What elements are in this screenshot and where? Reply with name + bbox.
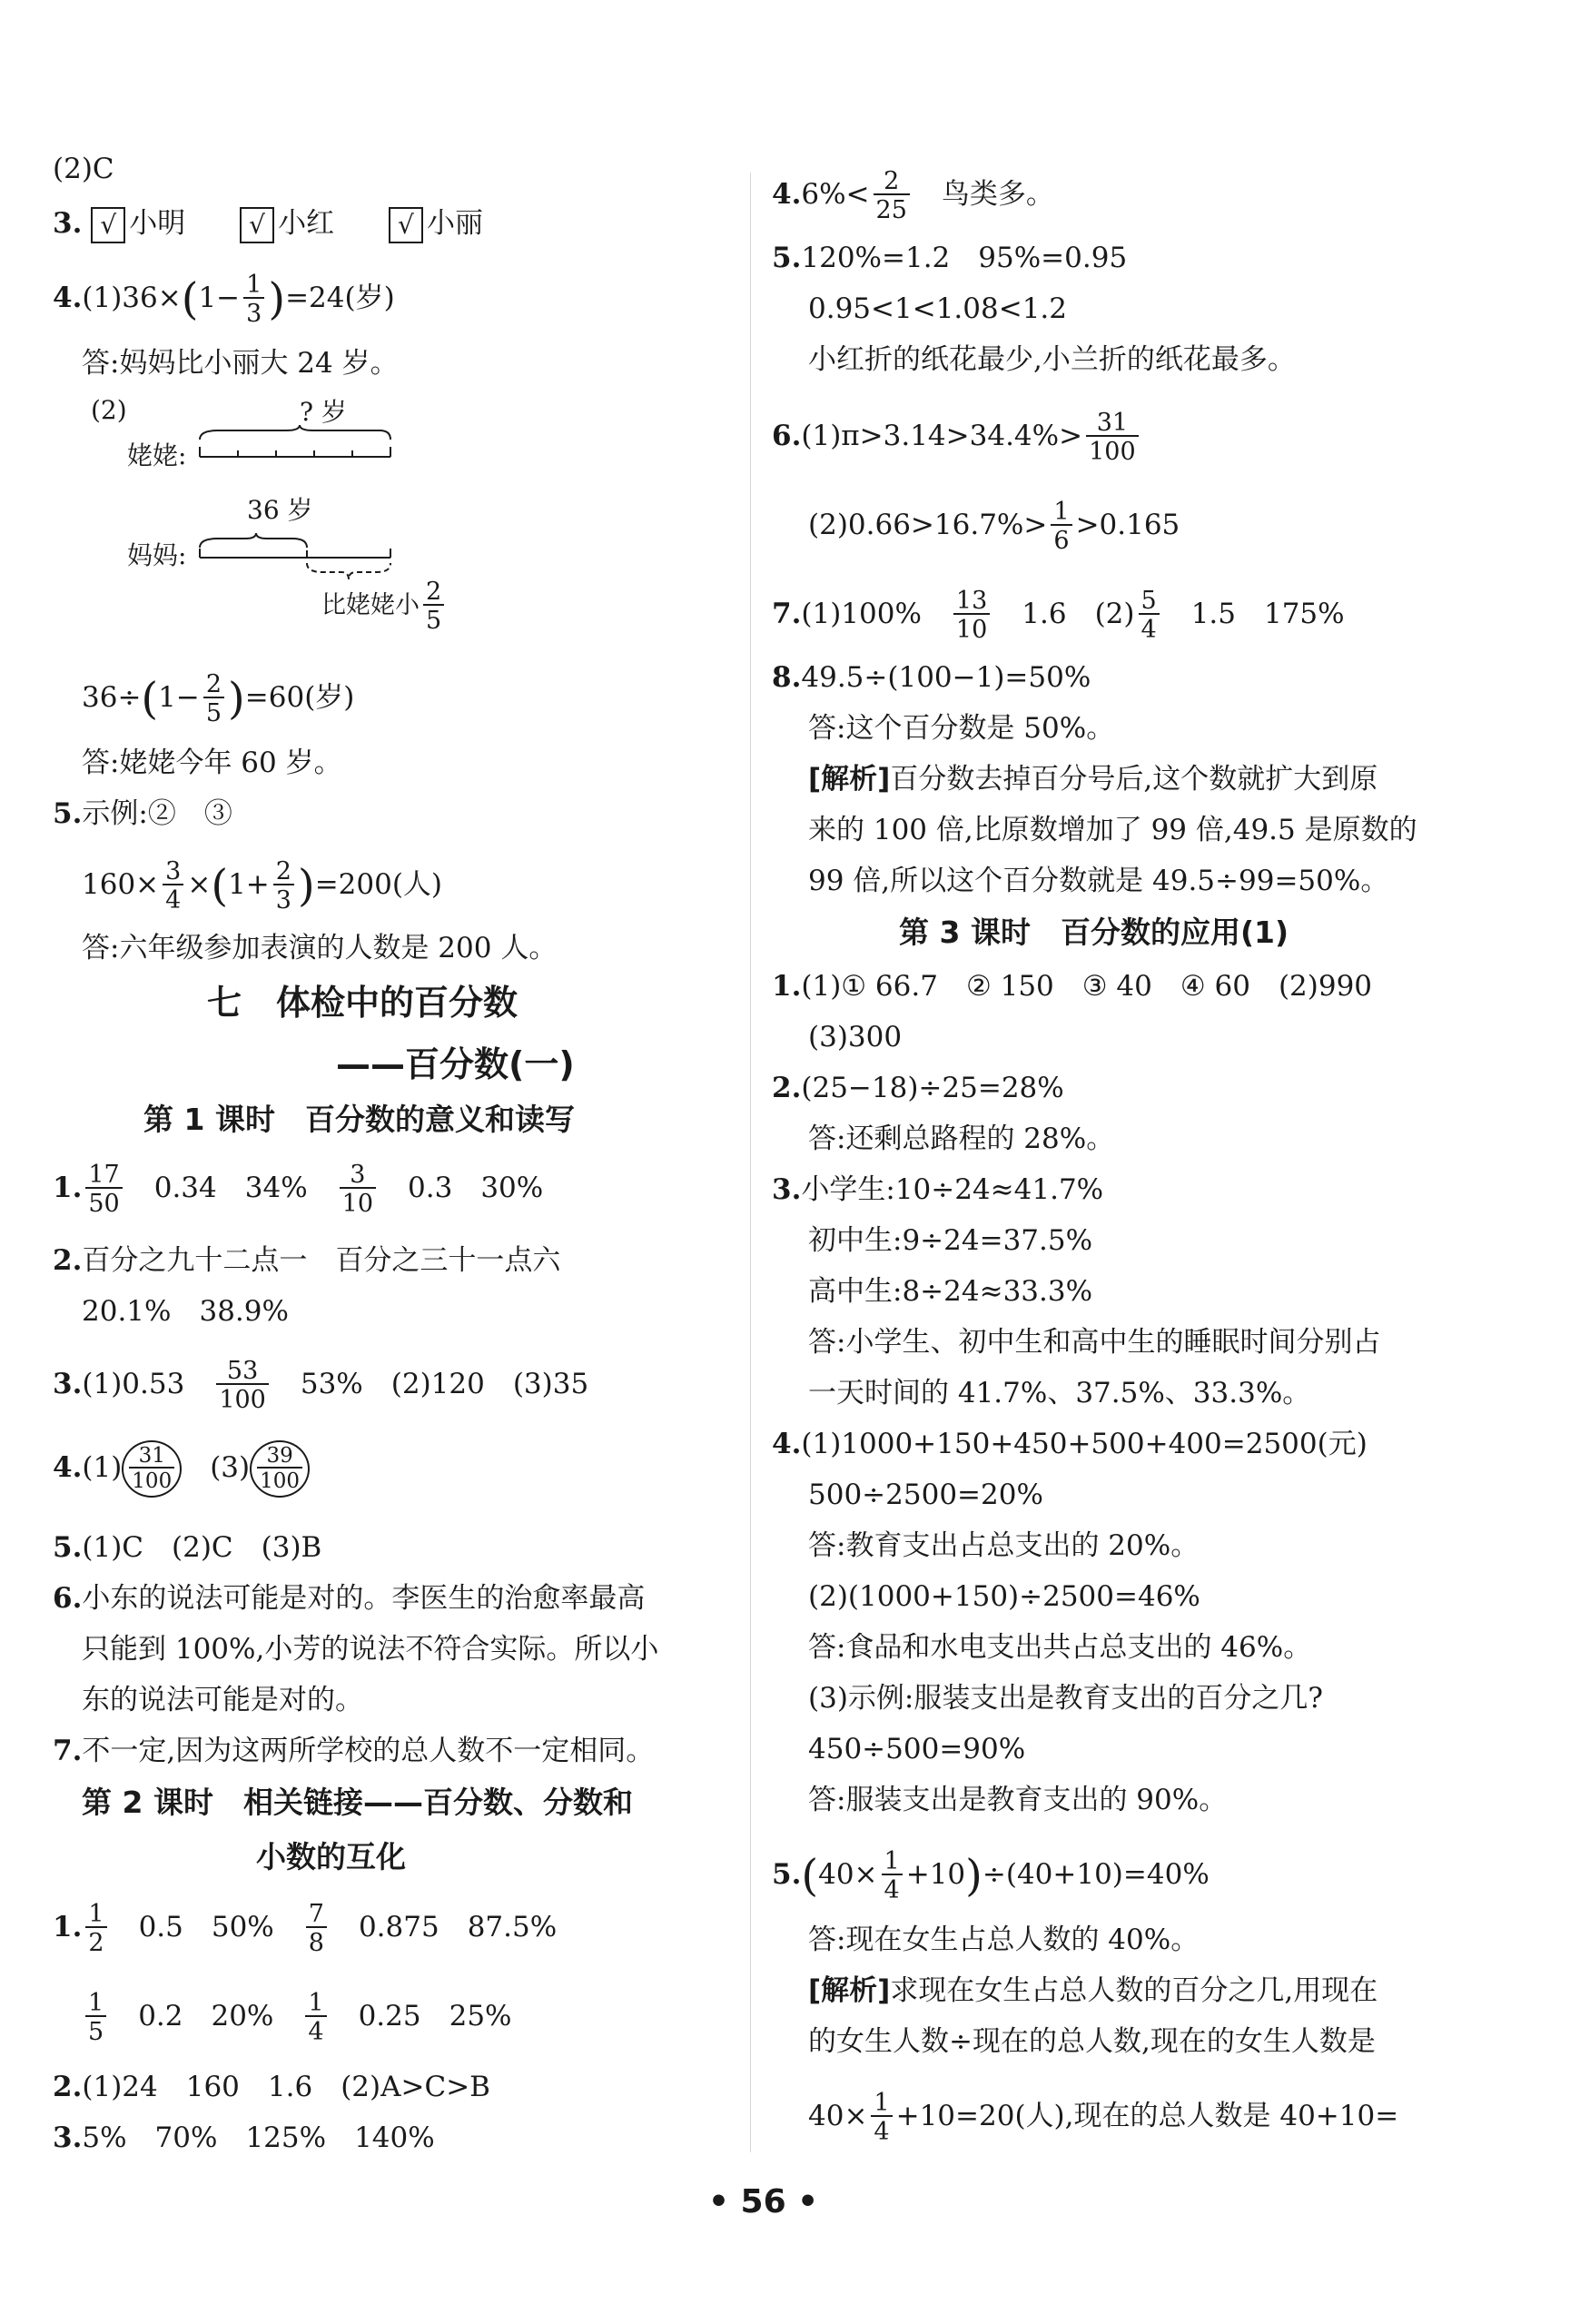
lesson1-q4: 4.(1) $\frac{31}{100}$ (3) $\frac{39}{100}$ [53, 1440, 310, 1498]
lesson1-q1: 1. $\frac{17}{50}$ 0.34 34% $\frac{3}{10}$ 0.3 30% [53, 1161, 544, 1218]
lesson3-q5-analysis-line3: 40× $\frac{1}{4}$ +10=20(人),现在的总人数是 40+10= [808, 2089, 1399, 2146]
paren-open: ( [181, 273, 199, 325]
lesson3-q4-line6: (3)示例:服装支出是教育支出的百分之几? [808, 1682, 1323, 1715]
lesson3-q3-answer: 答:小学生、初中生和高中生的睡眠时间分别占 [808, 1326, 1381, 1359]
lesson1-q5: 5.(1)C (2)C (3)B [53, 1531, 322, 1564]
left-line: (2)C [53, 153, 114, 185]
right-q4: 4.6%< $\frac{2}{25}$ 鸟类多。 [772, 167, 1054, 224]
checkbox-icon: √ [91, 207, 125, 243]
question-5: 5.示例:② ③ [53, 797, 232, 830]
fraction: $\frac{2}{5}$ [203, 672, 224, 726]
analysis-tag: [解析] [808, 763, 891, 796]
lesson3-q1: 1.(1)① 66.7 ② 150 ③ 40 ④ 60 (2)990 [772, 970, 1373, 1003]
diagram-label-question: ? 岁 [300, 397, 347, 427]
diagram-label-grandma: 姥姥: [127, 440, 187, 470]
lesson3-q4-line3: 答:教育支出占总支出的 20%。 [808, 1529, 1200, 1562]
checkbox-icon: √ [389, 207, 423, 243]
lesson-2-heading: 第 2 课时 相关链接——百分数、分数和 [82, 1785, 633, 1820]
fraction: $\frac{3}{10}$ [340, 1162, 376, 1216]
lesson3-q4-line7: 450÷500=90% [808, 1733, 1026, 1765]
fraction: $\frac{1}{5}$ [85, 1991, 106, 2044]
right-q6-line2: (2)0.66>16.7%> $\frac{1}{6}$ >0.165 [808, 498, 1180, 555]
fraction: $\frac{1}{6}$ [1051, 499, 1071, 553]
lesson1-q7: 7.不一定,因为这两所学校的总人数不一定相同。 [53, 1735, 655, 1767]
right-q7: 7.(1)100% $\frac{13}{10}$ 1.6 (2) $\frac{5}{4}$ 1.5 175% [772, 587, 1345, 644]
lesson3-q4-line4: (2)(1000+150)÷2500=46% [808, 1580, 1200, 1613]
right-q6: 6.(1)π>3.14>34.4%> $\frac{31}{100}$ [772, 410, 1142, 464]
math-text: 1− [198, 282, 241, 314]
lesson3-q3-answer-line2: 一天时间的 41.7%、37.5%、33.3%。 [808, 1377, 1311, 1409]
lesson3-q5-analysis: [解析]求现在女生占总人数的百分之几,用现在 [808, 1974, 1378, 2007]
right-q5-line2: 0.95<1<1.08<1.2 [808, 292, 1067, 325]
right-q8-analysis-line3: 99 倍,所以这个百分数就是 49.5÷99=50%。 [808, 865, 1389, 897]
fraction: $\frac{1}{3}$ [243, 272, 264, 326]
fraction: $\frac{5}{4}$ [1139, 588, 1160, 642]
part-label: (2) [91, 395, 127, 425]
lesson3-q5: 5.(40× $\frac{1}{4}$ +10)÷(40+10)=40% [772, 1847, 1210, 1904]
paren-close: ) [268, 273, 286, 325]
lesson3-q3-line3: 高中生:8÷24≈33.3% [808, 1275, 1093, 1308]
segment-diagram [118, 389, 481, 635]
fraction: $\frac{3}{4}$ [163, 859, 183, 913]
option-label: 小丽 [426, 207, 483, 240]
lesson-1-heading: 第 1 课时 百分数的意义和读写 [143, 1102, 575, 1137]
checkbox-icon: √ [240, 207, 274, 243]
fraction: $\frac{53}{100}$ [216, 1359, 269, 1412]
lesson1-q3: 3.(1)0.53 $\frac{53}{100}$ 53% (2)120 (3)35 [53, 1357, 589, 1414]
question-3 [53, 203, 483, 243]
fraction: $\frac{31}{100}$ [1086, 410, 1139, 464]
math-text: =24(岁) [285, 282, 395, 314]
right-column [763, 0, 1570, 2324]
question-number: 4. [53, 282, 83, 314]
fraction: $\frac{1}{4}$ [871, 2091, 892, 2144]
lesson1-q6-line2: 只能到 100%,小芳的说法不符合实际。所以小 [82, 1633, 659, 1666]
right-q5-line3: 小红折的纸花最少,小兰折的纸花最多。 [808, 343, 1296, 376]
lesson3-q2-answer: 答:还剩总路程的 28%。 [808, 1122, 1115, 1155]
analysis-tag: [解析] [808, 1974, 891, 2007]
lesson3-q5-analysis-line2: 的女生人数÷现在的总人数,现在的女生人数是 [808, 2025, 1376, 2058]
fraction: $\frac{2}{5}$ [423, 579, 444, 633]
fraction: $\frac{17}{50}$ [85, 1162, 122, 1216]
question-5-calc: 160× $\frac{3}{4}$ ×(1+ $\frac{2}{3}$ )=200(人) [82, 857, 443, 915]
fraction: $\frac{1}{2}$ [85, 1902, 106, 1955]
question-4-calc: 36÷(1− $\frac{2}{5}$ )=60(岁) [82, 670, 355, 727]
right-q8-analysis: [解析]百分数去掉百分号后,这个数就扩大到原 [808, 763, 1378, 796]
unit-subtitle: ——百分数(一) [336, 1044, 575, 1084]
lesson1-q6-line3: 东的说法可能是对的。 [82, 1684, 363, 1716]
lesson3-q5-answer: 答:现在女生占总人数的 40%。 [808, 1923, 1200, 1956]
answer-text: 答:姥姥今年 60 岁。 [82, 747, 342, 779]
question-4-part1 [53, 272, 395, 326]
left-column [0, 0, 763, 2324]
fraction: $\frac{7}{8}$ [306, 1902, 327, 1955]
lesson3-q3: 3.小学生:10÷24≈41.7% [772, 1173, 1104, 1206]
lesson3-q4-line5: 答:食品和水电支出共占总支出的 46%。 [808, 1631, 1312, 1664]
lesson2-q3: 3.5% 70% 125% 140% [53, 2121, 435, 2154]
right-q8-analysis-line2: 来的 100 倍,比原数增加了 99 倍,49.5 是原数的 [808, 814, 1417, 846]
lesson1-q2: 2.百分之九十二点一 百分之三十一点六 [53, 1244, 561, 1277]
lesson3-q2: 2.(25−18)÷25=28% [772, 1072, 1064, 1104]
lesson3-q1-line2: (3)300 [808, 1021, 903, 1053]
diagram-label-mother: 妈妈: [127, 540, 187, 570]
fraction: $\frac{2}{3}$ [273, 859, 294, 913]
fraction: $\frac{1}{4}$ [882, 1849, 903, 1903]
lesson-3-heading: 第 3 课时 百分数的应用(1) [899, 915, 1289, 950]
lesson-2-heading-line2: 小数的互化 [256, 1839, 406, 1874]
option-label: 小明 [129, 207, 186, 240]
fraction: $\frac{1}{4}$ [305, 1991, 326, 2044]
option-label: 小红 [278, 207, 335, 240]
lesson3-q3-line2: 初中生:9÷24=37.5% [808, 1224, 1093, 1257]
lesson1-q2-line2: 20.1% 38.9% [82, 1295, 289, 1328]
lesson2-q1-line2: $\frac{1}{5}$ 0.2 20% $\frac{1}{4}$ 0.25 25% [82, 1991, 512, 2044]
fraction: $\frac{13}{10}$ [953, 588, 990, 642]
answer-text: 答:妈妈比小丽大 24 岁。 [82, 347, 399, 380]
right-q5: 5.120%=1.2 95%=0.95 [772, 242, 1128, 274]
lesson1-q6: 6.小东的说法可能是对的。李医生的治愈率最高 [53, 1582, 646, 1615]
lesson2-q1: 1. $\frac{1}{2}$ 0.5 50% $\frac{7}{8}$ 0.875 87.5% [53, 1900, 558, 1957]
question-number: 3. [53, 207, 83, 240]
right-q8: 8.49.5÷(100−1)=50% [772, 661, 1091, 694]
circled-fraction: $\frac{39}{100}$ [250, 1440, 310, 1498]
lesson2-q2: 2.(1)24 160 1.6 (2)A>C>B [53, 2071, 490, 2103]
diagram-label-36: 36 岁 [247, 495, 313, 525]
right-q8-answer: 答:这个百分数是 50%。 [808, 712, 1115, 745]
answer-text: 答:六年级参加表演的人数是 200 人。 [82, 932, 558, 964]
page-number: • 56 • [708, 2183, 819, 2220]
circled-fraction: $\frac{31}{100}$ [122, 1440, 182, 1498]
math-text: (1)36× [82, 282, 182, 314]
lesson3-q4-line8: 答:服装支出是教育支出的 90%。 [808, 1784, 1228, 1816]
column-divider [750, 173, 751, 2152]
fraction: $\frac{2}{25}$ [874, 169, 910, 223]
diagram-note: 比姥姥小 $\frac{2}{5}$ [321, 579, 448, 633]
lesson3-q4: 4.(1)1000+150+450+500+400=2500(元) [772, 1428, 1368, 1460]
unit-title: 七 体检中的百分数 [207, 983, 518, 1023]
lesson3-q4-line2: 500÷2500=20% [808, 1478, 1043, 1511]
